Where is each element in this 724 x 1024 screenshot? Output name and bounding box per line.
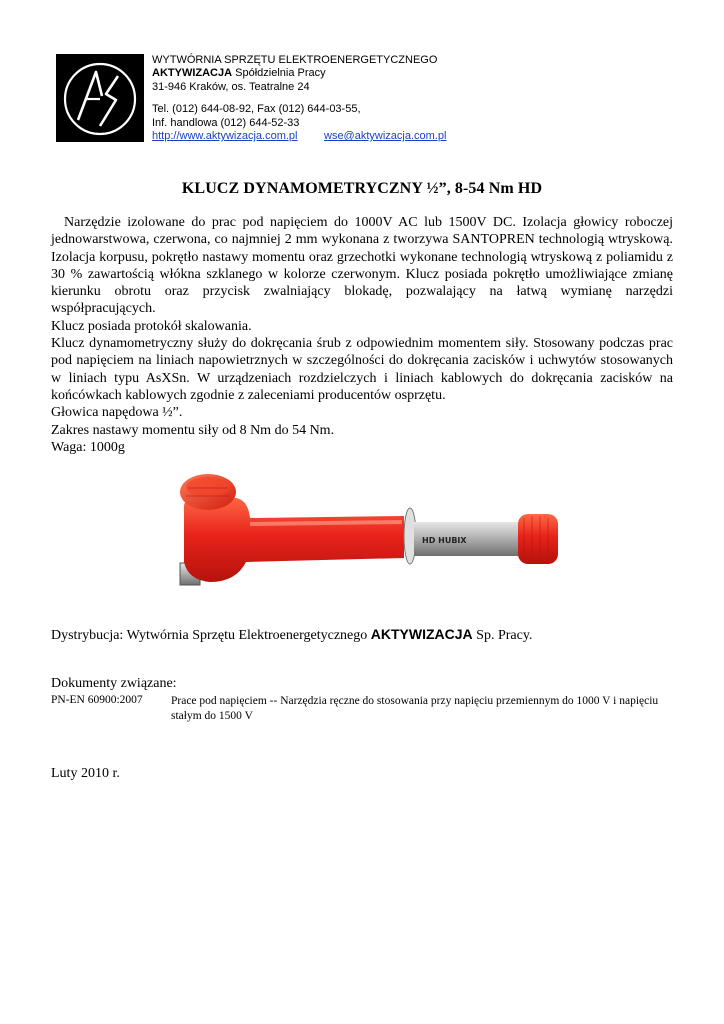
torque-range-spec: Zakres nastawy momentu siły od 8 Nm do 54 Nm. [51, 422, 335, 438]
standard-description: Prace pod napięciem -- Narzędzia ręczne do stosowania przy napięciu przemiennym do 1000 V i napięciu stałym do 1500 V [171, 695, 659, 722]
distribution-suffix: Sp. Pracy. [472, 628, 533, 643]
torque-wrench-photo [166, 466, 566, 612]
company-brand: AKTYWIZACJA [152, 67, 233, 80]
company-info [152, 54, 446, 143]
company-links [152, 130, 446, 143]
usage-paragraph: Klucz dynamometryczny służy do dokręcania śrub z odpowiednim momentem siły. Stosowany podczas prac pod napięciem na liniach napowietrznych w szczególności do dokręcania zacisków i uchwytów stosowanych w liniach typu AsXSn. W urządzeniach rozdzielczych i liniach kablowych do dokręcania zacisków na końcówkach kablowych zgodnie z zaleceniami producentów osprzętu. [51, 336, 673, 403]
distribution-brand: AKTYWIZACJA [370, 626, 473, 642]
calibration-note: Klucz posiada protokół skalowania. [51, 318, 252, 334]
company-phone: Tel. (012) 644-08-92, Fax (012) 644-03-55, [152, 103, 361, 116]
document-date: Luty 2010 r. [51, 766, 120, 781]
company-subname [152, 67, 446, 80]
company-hotline: Inf. handlowa (012) 644-52-33 [152, 116, 300, 129]
company-name: WYTWÓRNIA SPRZĘTU ELEKTROENERGETYCZNEGO [152, 54, 438, 66]
distribution-line [51, 626, 532, 644]
standard-number: PN-EN 60900:2007 [51, 694, 143, 706]
company-address: 31-946 Kraków, os. Teatralne 24 [152, 80, 310, 93]
company-logo [56, 54, 144, 142]
company-type: Spółdzielnia Pracy [232, 67, 326, 80]
weight-spec: Waga: 1000g [51, 439, 125, 455]
related-docs-title: Dokumenty związane: [51, 676, 177, 691]
distribution-prefix: Dystrybucja: Wytwórnia Sprzętu Elektroenergetycznego [51, 628, 371, 643]
drive-head-spec: Głowica napędowa ½”. [51, 405, 183, 421]
description-paragraph: Narzędzie izolowane do prac pod napięciem do 1000V AC lub 1500V DC. Izolacja głowicy roboczej jednowarstwowa, czerwona, co najmniej 2 mm wykonana z tworzywa SANTOPREN technologią wtryskową. Izolacja korpusu, pokrętło nastawy momentu oraz grzechotki wykonane technologią wtryskową z poliamidu z 30 % zawartością włókna szklanego w kolorze czerwonym. Klucz posiada pokrętło umożliwiające zmianę kierunku obrotu oraz przycisk zwalniający blokadę, pozwalający na łatwą wymianę narzędzi współpracujących. [51, 215, 677, 317]
wrench-brand-label: HD HUBIX [422, 536, 467, 545]
email-link[interactable]: wse@aktywizacja.com.pl [324, 130, 447, 143]
website-link[interactable]: http://www.aktywizacja.com.pl [152, 130, 298, 143]
page-title: KLUCZ DYNAMOMETRYCZNY ½”, 8-54 Nm HD [181, 180, 543, 197]
product-description [51, 214, 677, 456]
